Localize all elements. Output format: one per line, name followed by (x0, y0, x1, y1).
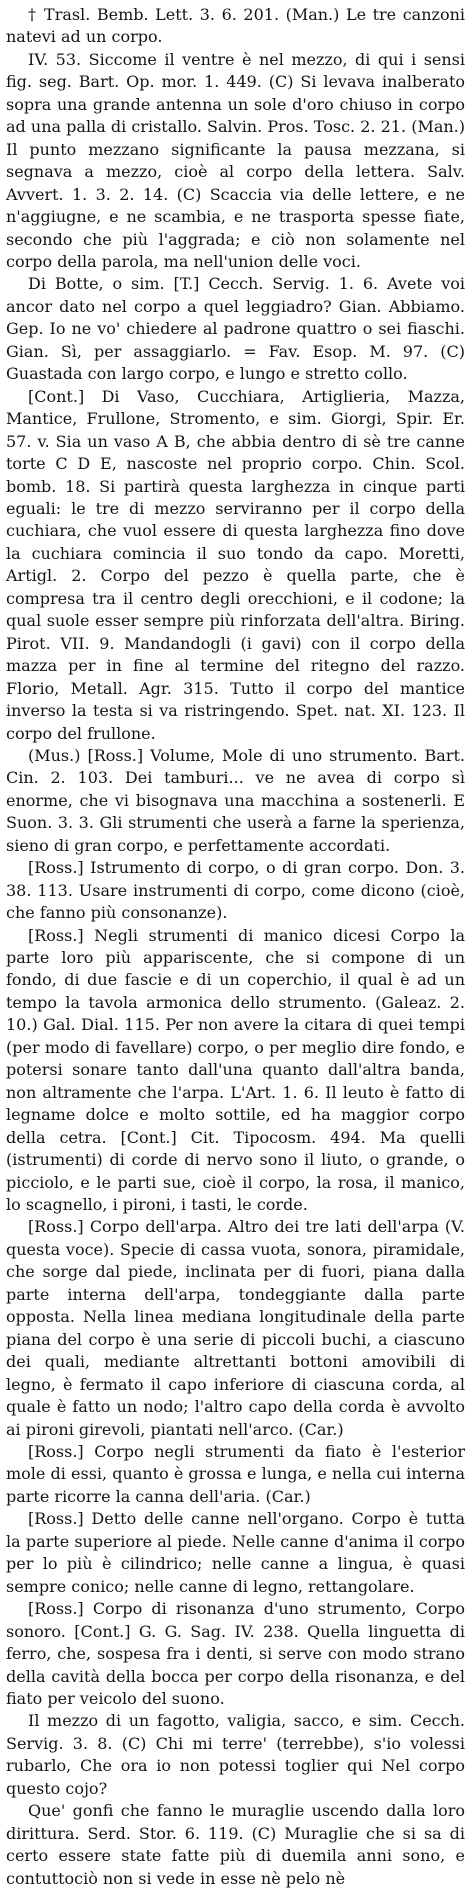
paragraph-istrumento-di-corpo: [Ross.] Istrumento di corpo, o di gran corpo. Don. 3. 38. 113. Usare instrumenti di corpo, come dicono (cioè, che fanno più consonanze). (6, 858, 465, 923)
paragraph-corpo-dell-arpa: [Ross.] Corpo dell'arpa. Altro dei tre lati dell'arpa (V. questa voce). Specie di cassa vuota, sonora, piramidale, che sorge dal piede, inclinata per di fuori, piana dalla parte interna dell'arpa, tondeggiante dalla parte opposta. Nella linea mediana longitudinale della parte piana del corpo è una serie di piccoli buchi, a ciascuno dei quali, mediante altrettanti bottoni amovibili di legno, è fermato il capo inferiore di ciascuna corda, al quale è fatto un nodo; l'altro capo della corda è avvolto ai pironi girevoli, piantati nell'arco. (Car.) (6, 1217, 465, 1439)
paragraph-strumenti-di-manico: [Ross.] Negli strumenti di manico dicesi Corpo la parte loro più appariscente, che si compone di un fondo, di due fascie e di un coperchio, il qual è ad un tempo la tavola armonica dello strumento. (Galeaz. 2. 10.) Gal. Dial. 115. Per non avere la citara di quei tempi (per modo di favellare) corpo, o per meglio dire fondo, e potersi sonare tanto dall'una quanto dall'altra banda, non altramente che l'arpa. L'Art. 1. 6. Il leuto è fatto di legname dolce e molto sottile, ed ha maggior corpo della cetra. [Cont.] Cit. Tipocosm. 494. Ma quelli (istrumenti) di corde di nervo sono il liuto, o grande, o picciolo, e le parti sue, cioè il corpo, la rosa, il manico, lo scagnello, i pironi, i tasti, le corde. (6, 925, 465, 1215)
paragraph-sense-iv-53: IV. 53. Siccome il ventre è nel mezzo, di qui i sensi fig. seg. Bart. Op. mor. 1. 449. (C) Si levava inalberato sopra una grande antenna un sole d'oro chiuso in corpo ad una palla di cristallo. Salvin. Pros. Tosc. 2. 21. (Man.) Il punto mezzano significante la pausa mezzana, si segnava a mezzo, cioè al corpo della lettera. Salv. Avvert. 1. 3. 2. 14. (C) Scaccia via delle lettere, e ne n'aggiugne, e ne scambia, e ne trasporta spesse fiate, secondo che più l'aggrada; e ciò non solamente nel corpo della parola, ma nell'union delle voci. (6, 49, 465, 271)
paragraph-transl-bemb: † Trasl. Bemb. Lett. 3. 6. 201. (Man.) Le tre canzoni natevi ad un corpo. (6, 5, 465, 47)
paragraph-gonfi-muraglie: Que' gonfi che fanno le muraglie uscendo dalla loro dirittura. Serd. Stor. 6. 119. (C) Muraglie che si sa di certo essere state fatte più di duemila anni sono, e contuttociò non si vede in esse nè pelo nè (6, 1801, 465, 1888)
paragraph-corpo-di-risonanza: [Ross.] Corpo di risonanza d'uno strumento, Corpo sonoro. [Cont.] G. G. Sag. IV. 238. Quella linguetta di ferro, che, sospesa fra i denti, si serve con modo strano della cavità della bocca per corpo della risonanza, e del fiato per veicolo del suono. (6, 1599, 465, 1708)
paragraph-strumenti-da-fiato: [Ross.] Corpo negli strumenti da fiato è l'esterior mole di essi, quanto è grossa e lunga, e nella cui interna parte ricorre la canna dell'aria. (Car.) (6, 1442, 465, 1506)
paragraph-di-vaso: [Cont.] Di Vaso, Cucchiara, Artiglieria, Mazza, Mantice, Frullone, Stromento, e sim. Giorgi, Spir. Er. 57. v. Sia un vaso A B, che abbia dentro di sè tre canne torte C D E, nascoste nel proprio corpo. Chin. Scol. bomb. 18. Si partirà questa larghezza in cinque parti eguali: le tre di mezzo serviranno per il corpo della cuchiara, che vuol essere di questa larghezza fino dove la cuchiara comincia il suo tondo da capo. Moretti, Artigl. 2. Corpo del pezzo è quella parte, che è compresa tra il centro degli orecchioni, e il codone; la qual suole esser sempre più rinforzata dell'altra. Biring. Pirot. VII. 9. Mandandogli (i gavi) con il corpo della mazza per in fine al termine del ritegno del razzo. Florio, Metall. Agr. 315. Tutto il corpo del mantice inverso la testa si va ristringendo. Spet. nat. XI. 123. Il corpo del frullone. (6, 386, 465, 743)
paragraph-canne-organo: [Ross.] Detto delle canne nell'organo. Corpo è tutta la parte superiore al piede. Nelle canne d'anima il corpo per lo più è cilindrico; nelle canne a lingua, è quasi sempre conico; nelle canne di legno, rettangolare. (6, 1509, 465, 1596)
paragraph-mezzo-fagotto: Il mezzo di un fagotto, valigia, sacco, e sim. Cecch. Servig. 3. 8. (C) Chi mi terre' (terrebbe), s'io volessi rubarlo, Che ora io non potessi toglier qui Nel corpo questo cojo? (6, 1711, 465, 1798)
paragraph-di-botte: Di Botte, o sim. [T.] Cecch. Servig. 1. 6. Avete voi ancor dato nel corpo a quel leggiadro? Gian. Abbiamo. Gep. Io ne vo' chiedere al padrone quattro o sei fiaschi. Gian. Sì, per assaggiarlo. = Fav. Esop. M. 97. (C) Guastada con largo corpo, e lungo e stretto collo. (6, 274, 465, 384)
paragraph-mus-volume: (Mus.) [Ross.] Volume, Mole di uno strumento. Bart. Cin. 2. 103. Dei tamburi... ve ne avea di corpo sì enorme, che vi bisognava una macchina a sostenerli. E Suon. 3. 3. Gli strumenti che userà a farne la sperienza, sieno di gran corpo, e perfettamente accordati. (6, 745, 465, 855)
